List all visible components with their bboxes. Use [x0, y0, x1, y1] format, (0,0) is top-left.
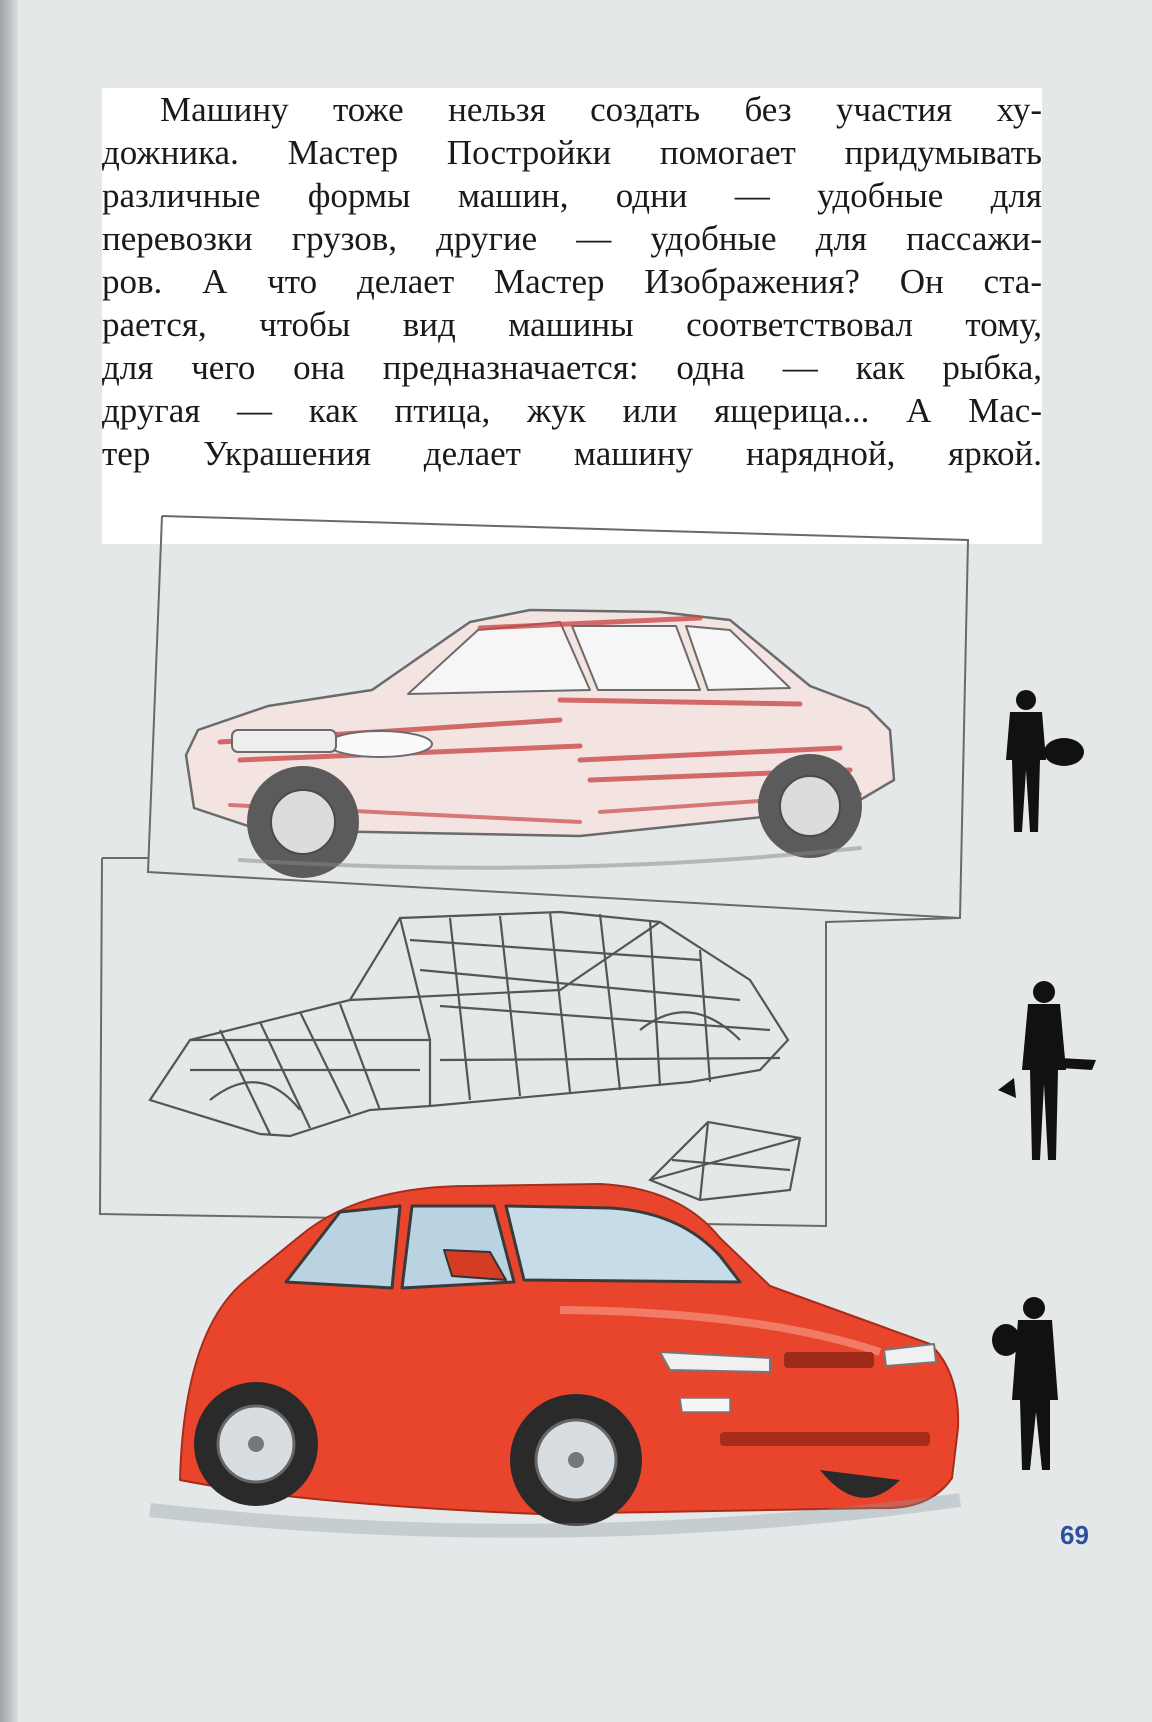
text-line: различные формы машин, одни — удобные для — [102, 176, 1042, 215]
text-line: перевозки грузов, другие — удобные для пассажи- — [102, 219, 1042, 258]
text-line: дожника. Мастер Постройки помогает придумывать — [102, 133, 1042, 172]
builder-figure-icon — [998, 981, 1096, 1160]
text-line: другая — как птица, жук или ящерица... А Мас- — [102, 391, 1042, 430]
text-line: Машину тоже нельзя создать без участия ху- — [160, 90, 1042, 129]
page-number: 69 — [1060, 1520, 1089, 1550]
text-line: для чего она предназначается: одна — как рыбка, — [102, 348, 1042, 387]
wireframe-car — [150, 912, 800, 1200]
text-line: рается, чтобы вид машины соответствовал тому, — [102, 305, 1042, 344]
finished-car — [150, 1184, 960, 1531]
decorator-figure-icon — [992, 1297, 1058, 1470]
text-line: тер Украшения делает машину нарядной, яркой. — [102, 434, 1042, 473]
sketch-car — [186, 610, 894, 878]
text-line: ров. А что делает Мастер Изображения? Он ста- — [102, 262, 1042, 301]
painter-figure-icon — [1006, 690, 1084, 832]
